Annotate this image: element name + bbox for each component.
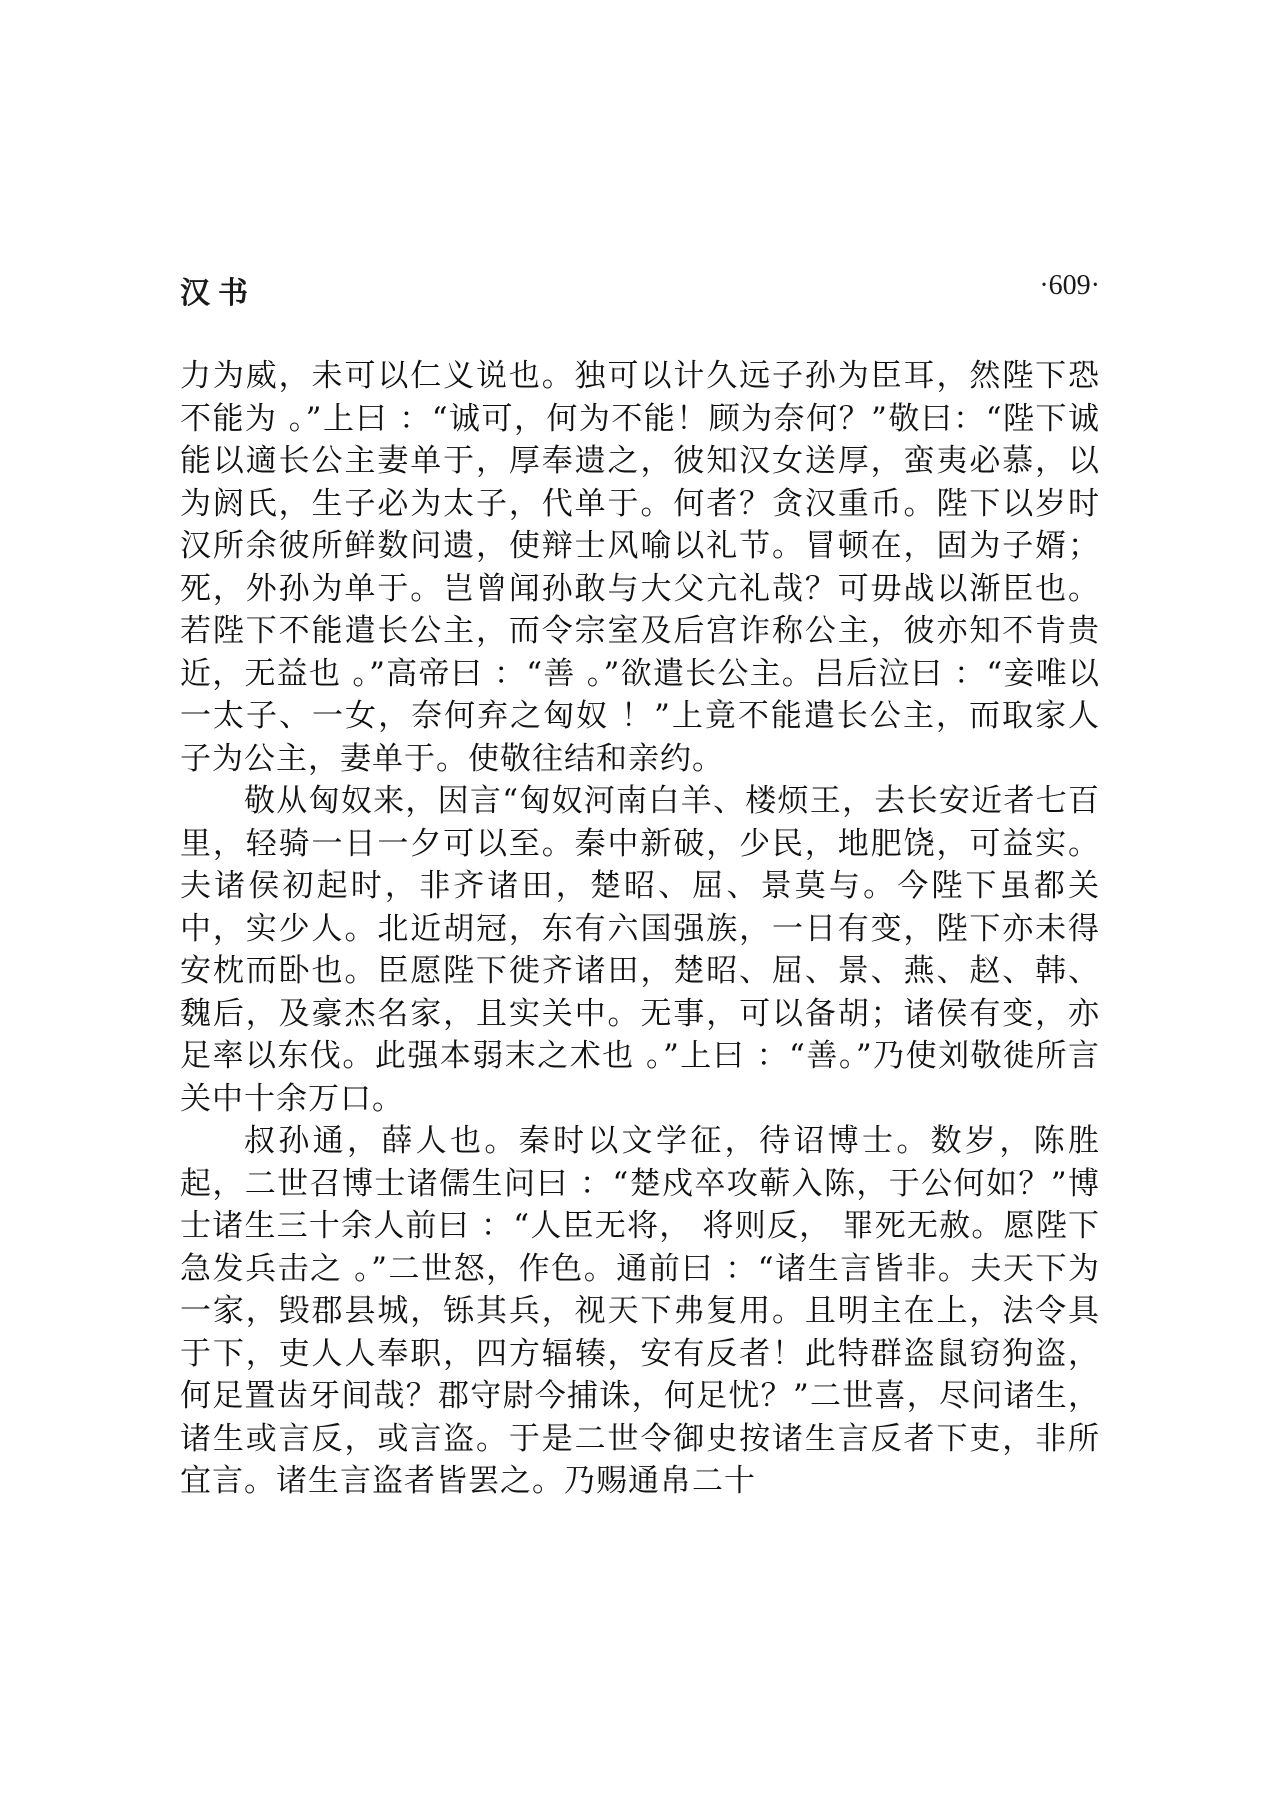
running-header <box>180 268 1100 318</box>
paragraph-2: 敬从匈奴来，因言“匈奴河南白羊、楼烦王，去长安近者七百里，轻骑一日一夕可以至。秦中新破，少民，地肥饶，可益实。夫诸侯初起时，非齐诸田，楚昭、屈、景莫与。今陛下虽都关中，实少人。北近胡冠，东有六国强族，一日有变，陛下亦未得安枕而卧也。臣愿陛下徙齐诸田，楚昭、屈、景、燕、赵、韩、魏后，及豪杰名家，且实关中。无事，可以备胡；诸侯有变，亦足率以东伐。此强本弱末之术也 。”上曰 ：“善。”乃使刘敬徙所言关中十余万口。 <box>180 783 1100 1117</box>
page-number: ·609· <box>1039 270 1100 301</box>
book-title: 汉书 <box>180 276 256 311</box>
paragraph-1: 力为威，未可以仁义说也。独可以计久远子孙为臣耳，然陛下恐不能为 。”上曰 ：“诚可，何为不能！顾为奈何？”敬曰：“陛下诚能以適长公主妻单于，厚奉遗之，彼知汉女送厚，蛮夷必慕，以为阏氏，生子必为太子，代单于。何者？贪汉重币。陛下以岁时汉所余彼所鲜数问遗，使辩士风喻以礼节。冒顿在，固为子婿；死，外孙为单于。岂曾闻孙敢与大父亢礼哉？可毋战以渐臣也。若陛下不能遣长公主，而令宗室及后宫诈称公主，彼亦知不肯贵近，无益也 。”高帝曰 ：“善 。”欲遣长公主。吕后泣曰 ：“妾唯以一太子、一女，奈何弃之匈奴 ！”上竟不能遣长公主，而取家人子为公主，妻单于。使敬往结和亲约。 <box>180 358 1100 777</box>
body-text <box>180 355 1100 1503</box>
paragraph-3: 叔孙通，薛人也。秦时以文学征，待诏博士。数岁，陈胜起，二世召博士诸儒生问曰 ：“楚戍卒攻蕲入陈，于公何如？”博士诸生三十余人前曰 ：“人臣无将， 将则反， 罪死无赦。愿陛下急发兵击之 。”二世怒，作色。通前曰 ：“诸生言皆非。夫天下为一家，毁郡县城，铄其兵，视天下弗复用。且明主在上，法令具于下，吏人人奉职，四方辐辏，安有反者！此特群盗鼠窃狗盗，何足置齿牙间哉？郡守尉今捕诛，何足忧？”二世喜，尽问诸生，诸生或言反，或言盗。于是二世令御史按诸生言反者下吏，非所宜言。诸生言盗者皆罢之。乃赐通帛二十 <box>180 1123 1100 1499</box>
